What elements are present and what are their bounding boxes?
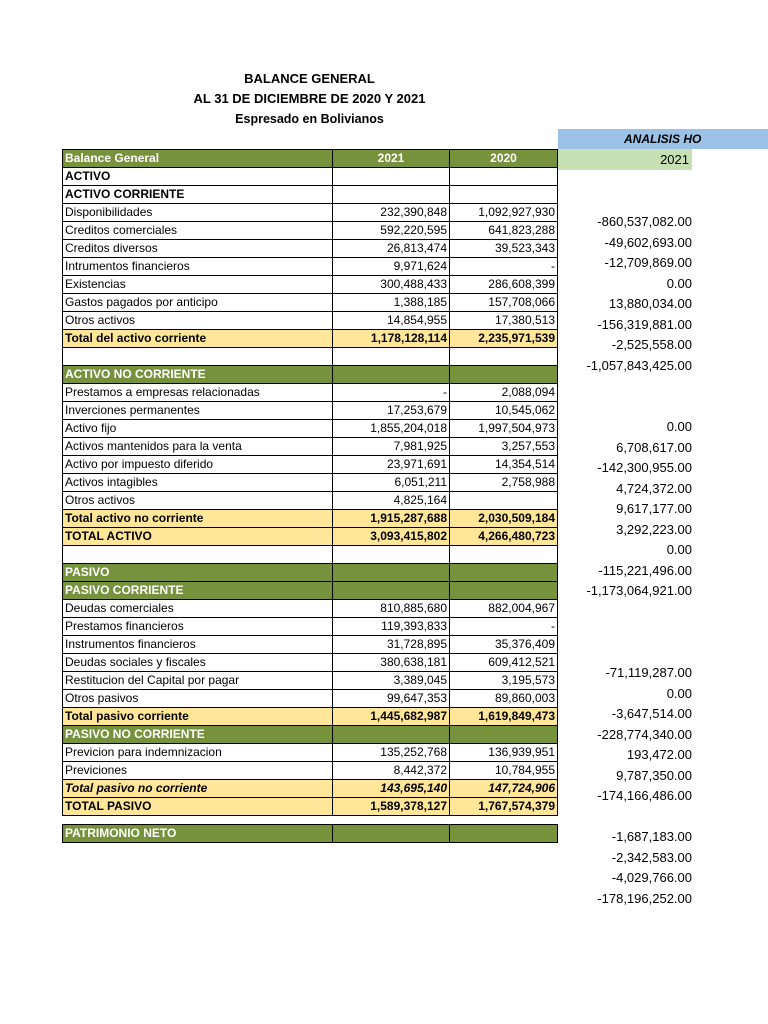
analysis-value: -49,602,693.00	[604, 234, 692, 250]
analysis-year: 2021	[558, 149, 692, 170]
value-2020	[450, 564, 558, 582]
value-2021: 99,647,353	[333, 690, 450, 708]
value-2020: 14,354,514	[450, 456, 558, 474]
table-row	[63, 474, 558, 492]
table-row	[63, 420, 558, 438]
header-2020: 2020	[450, 150, 558, 168]
header-label: Balance General	[63, 150, 333, 168]
analysis-value: 4,724,372.00	[616, 480, 692, 496]
value-2021: 119,393,833	[333, 618, 450, 636]
table-row	[63, 798, 558, 816]
table-row	[63, 348, 558, 366]
row-label: Total pasivo no corriente	[63, 780, 333, 798]
value-2021: 6,051,211	[333, 474, 450, 492]
table-row	[63, 312, 558, 330]
row-label: Restitucion del Capital por pagar	[63, 672, 333, 690]
analysis-value: 193,472.00	[626, 747, 692, 762]
table-row	[63, 528, 558, 546]
report-title: BALANCE GENERAL	[244, 71, 375, 86]
value-2021: 1,388,185	[333, 294, 450, 312]
row-label: Activos mantenidos para la venta	[63, 438, 333, 456]
row-label: TOTAL ACTIVO	[63, 528, 333, 546]
value-2021: 592,220,595	[333, 222, 450, 240]
value-2021: 1,915,287,688	[333, 510, 450, 528]
value-2021: 380,638,181	[333, 654, 450, 672]
value-2020	[450, 726, 558, 744]
value-2020: 39,523,343	[450, 240, 558, 258]
row-label: Activos intagibles	[63, 474, 333, 492]
value-2021: 1,855,204,018	[333, 420, 450, 438]
value-2020: 3,195,573	[450, 672, 558, 690]
analysis-value: -2,525,558.00	[611, 337, 692, 352]
analysis-value: -4,029,766.00	[611, 870, 692, 885]
report-date: AL 31 DE DICIEMBRE DE 2020 Y 2021	[193, 91, 426, 106]
value-2020: -	[450, 618, 558, 636]
analysis-value: -1,687,183.00	[611, 829, 692, 844]
row-label: Prestamos financieros	[63, 618, 333, 636]
value-2020: 1,997,504,973	[450, 420, 558, 438]
table-row	[63, 780, 558, 798]
analysis-value: 9,617,177.00	[616, 501, 692, 516]
table-row	[63, 438, 558, 456]
spacer-row	[63, 816, 558, 825]
value-2021: 135,252,768	[333, 744, 450, 762]
analysis-value: 9,787,350.00	[616, 767, 692, 783]
value-2020: 882,004,967	[450, 600, 558, 618]
value-2020: 286,608,399	[450, 276, 558, 294]
row-label: ACTIVO	[63, 168, 333, 186]
row-label: Previcion para indemnizacion	[63, 744, 333, 762]
row-label: Total pasivo corriente	[63, 708, 333, 726]
table-row	[63, 276, 558, 294]
value-2020	[450, 186, 558, 204]
value-2021: 1,589,378,127	[333, 798, 450, 816]
value-2021	[333, 564, 450, 582]
value-2020: 1,092,927,930	[450, 204, 558, 222]
value-2021	[333, 186, 450, 204]
row-label: PATRIMONIO NETO	[63, 825, 333, 843]
value-2020: 4,266,480,723	[450, 528, 558, 546]
value-2020	[450, 366, 558, 384]
row-label: Prestamos a empresas relacionadas	[63, 384, 333, 402]
table-row	[63, 825, 558, 843]
value-2020	[450, 582, 558, 600]
row-label: Activo fijo	[63, 420, 333, 438]
value-2020	[450, 825, 558, 843]
value-2020	[450, 348, 558, 366]
analysis-value: 0.00	[666, 685, 692, 701]
row-label: Instrumentos financieros	[63, 636, 333, 654]
value-2020: 136,939,951	[450, 744, 558, 762]
value-2021: 31,728,895	[333, 636, 450, 654]
value-2021: 9,971,624	[333, 258, 450, 276]
balance-table	[62, 149, 558, 843]
table-row	[63, 762, 558, 780]
row-label: Deudas sociales y fiscales	[63, 654, 333, 672]
table-row	[63, 744, 558, 762]
row-label: Disponibilidades	[63, 204, 333, 222]
value-2020: 1,619,849,473	[450, 708, 558, 726]
analysis-value: -12,709,869.00	[604, 255, 692, 270]
analysis-header: ANALISIS HO	[558, 129, 768, 149]
value-2021: 8,442,372	[333, 762, 450, 780]
value-2021: 232,390,848	[333, 204, 450, 222]
table-row	[63, 456, 558, 474]
row-label: Otros pasivos	[63, 690, 333, 708]
row-label: Intrumentos financieros	[63, 258, 333, 276]
value-2021: 26,813,474	[333, 240, 450, 258]
value-2021: 3,389,045	[333, 672, 450, 690]
analysis-value: -71,119,287.00	[605, 665, 692, 680]
table-row	[63, 330, 558, 348]
header-2021: 2021	[333, 150, 450, 168]
analysis-value: 3,292,223.00	[616, 521, 692, 537]
value-2021: 14,854,955	[333, 312, 450, 330]
value-2021: 3,093,415,802	[333, 528, 450, 546]
value-2021	[333, 366, 450, 384]
value-2020	[450, 492, 558, 510]
value-2020: 89,860,003	[450, 690, 558, 708]
value-2020: 35,376,409	[450, 636, 558, 654]
value-2021: 1,445,682,987	[333, 708, 450, 726]
table-row	[63, 492, 558, 510]
analysis-value: 0.00	[666, 542, 692, 557]
value-2021: 23,971,691	[333, 456, 450, 474]
value-2020: 3,257,553	[450, 438, 558, 456]
value-2021: 17,253,679	[333, 402, 450, 420]
row-label: PASIVO CORRIENTE	[63, 582, 333, 600]
analysis-value: -860,537,082.00	[597, 214, 692, 229]
analysis-value: 6,708,617.00	[616, 439, 692, 455]
analysis-value: -174,166,486.00	[597, 788, 692, 803]
analysis-value: 0.00	[666, 275, 692, 291]
table-row	[63, 582, 558, 600]
analysis-value: -3,647,514.00	[611, 706, 692, 721]
analysis-value: -1,057,843,425.00	[586, 357, 692, 373]
table-row	[63, 600, 558, 618]
table-row	[63, 384, 558, 402]
table-row	[63, 186, 558, 204]
table-row	[63, 168, 558, 186]
value-2020: 10,784,955	[450, 762, 558, 780]
value-2020: 2,758,988	[450, 474, 558, 492]
analysis-value: 0.00	[666, 419, 692, 434]
analysis-value: -115,221,496.00	[598, 562, 692, 578]
table-row	[63, 672, 558, 690]
row-label: Creditos comerciales	[63, 222, 333, 240]
analysis-value: -142,300,955.00	[597, 460, 692, 475]
row-label: Previciones	[63, 762, 333, 780]
value-2021	[333, 582, 450, 600]
table-row	[63, 708, 558, 726]
table-header	[63, 150, 558, 168]
row-label: Total activo no corriente	[63, 510, 333, 528]
value-2020: 609,412,521	[450, 654, 558, 672]
report-title-block	[62, 69, 557, 129]
value-2021: 7,981,925	[333, 438, 450, 456]
value-2020: 10,545,062	[450, 402, 558, 420]
table-row	[63, 618, 558, 636]
value-2020: 157,708,066	[450, 294, 558, 312]
analysis-value: -178,196,252.00	[597, 890, 692, 906]
row-label: Activo por impuesto diferido	[63, 456, 333, 474]
value-2021: -	[333, 384, 450, 402]
table-row	[63, 402, 558, 420]
row-label: ACTIVO NO CORRIENTE	[63, 366, 333, 384]
value-2021: 810,885,680	[333, 600, 450, 618]
value-2021	[333, 726, 450, 744]
row-label	[63, 546, 333, 564]
row-label: PASIVO NO CORRIENTE	[63, 726, 333, 744]
report-currency: Espresado en Bolivianos	[235, 112, 384, 126]
row-label: PASIVO	[63, 564, 333, 582]
table-row	[63, 690, 558, 708]
row-label: Creditos diversos	[63, 240, 333, 258]
table-row	[63, 636, 558, 654]
value-2020: 17,380,513	[450, 312, 558, 330]
row-label: Otros activos	[63, 312, 333, 330]
value-2020	[450, 168, 558, 186]
row-label: Existencias	[63, 276, 333, 294]
row-label: Total del activo corriente	[63, 330, 333, 348]
table-row	[63, 258, 558, 276]
table-row	[63, 204, 558, 222]
table-row	[63, 564, 558, 582]
value-2020: 1,767,574,379	[450, 798, 558, 816]
value-2020: 641,823,288	[450, 222, 558, 240]
value-2020: 2,030,509,184	[450, 510, 558, 528]
table-row	[63, 294, 558, 312]
analysis-value: -1,173,064,921.00	[586, 583, 692, 598]
value-2020: 2,235,971,539	[450, 330, 558, 348]
value-2020: -	[450, 258, 558, 276]
table-row	[63, 546, 558, 564]
value-2021: 143,695,140	[333, 780, 450, 798]
row-label	[63, 348, 333, 366]
value-2021	[333, 546, 450, 564]
row-label: TOTAL PASIVO	[63, 798, 333, 816]
row-label: ACTIVO CORRIENTE	[63, 186, 333, 204]
value-2021	[333, 168, 450, 186]
analysis-value: -156,319,881.00	[597, 316, 692, 332]
value-2021: 300,488,433	[333, 276, 450, 294]
value-2021	[333, 348, 450, 366]
table-row	[63, 222, 558, 240]
table-row	[63, 510, 558, 528]
value-2020: 147,724,906	[450, 780, 558, 798]
row-label: Gastos pagados por anticipo	[63, 294, 333, 312]
value-2021: 4,825,164	[333, 492, 450, 510]
value-2020: 2,088,094	[450, 384, 558, 402]
table-row	[63, 240, 558, 258]
row-label: Deudas comerciales	[63, 600, 333, 618]
value-2020	[450, 546, 558, 564]
table-row	[63, 654, 558, 672]
analysis-value: 13,880,034.00	[608, 296, 692, 311]
value-2021: 1,178,128,114	[333, 330, 450, 348]
analysis-value: -228,774,340.00	[597, 726, 692, 742]
value-2021	[333, 825, 450, 843]
row-label: Otros activos	[63, 492, 333, 510]
table-row	[63, 726, 558, 744]
row-label: Inverciones permanentes	[63, 402, 333, 420]
analysis-value: -2,342,583.00	[611, 849, 692, 865]
table-row	[63, 366, 558, 384]
